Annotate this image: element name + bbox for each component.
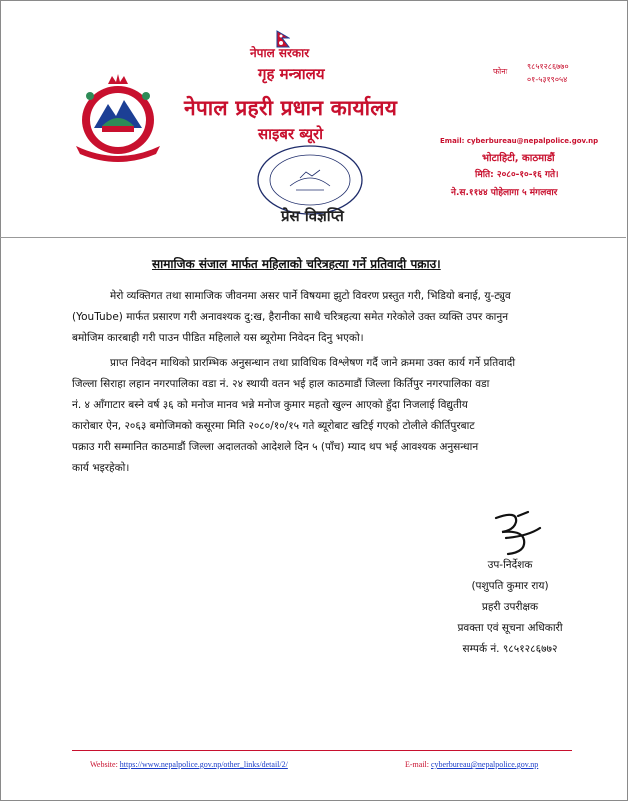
nepal-sambat-date: ने.स.११४४ पोहेलागा ५ मंगलवार — [451, 188, 558, 198]
headline: सामाजिक संजाल मार्फत महिलाको चरित्रहत्या गर्ने प्रतिवादी पक्राउ। — [152, 257, 441, 271]
paragraph-1 — [72, 286, 580, 349]
signatory-designation: उप-निर्देशक — [487, 559, 533, 571]
website-label: Website: — [90, 760, 118, 769]
paragraph-2 — [72, 353, 580, 479]
paragraph-2-line: कारोबार ऐन, २०६३ बमोजिमको कसूरमा मिति २०८०/१०/१५ गते ब्यूरोबाट खटिई गएको टोलीले कीर्तिपुरबाट — [72, 420, 475, 432]
signatory-contact: सम्पर्क नं. ९८५१२८६७७२ — [462, 643, 558, 655]
email-label: E-mail: — [405, 760, 429, 769]
office-address: भोटाहिटी, काठमाडौं — [482, 153, 555, 164]
signatory-rank: प्रहरी उपरीक्षक — [481, 601, 539, 613]
paragraph-2-line: कार्य भइरहेको। — [72, 462, 130, 474]
phone-number-1: ९८५१२८६७७० — [527, 62, 569, 71]
signatory-name: (पशुपति कुमार राय) — [471, 580, 549, 592]
website-link[interactable]: https://www.nepalpolice.gov.np/other_links/detail/2/ — [119, 760, 288, 769]
paragraph-2-line: नं. ४ आँगाटार बस्ने वर्ष ३६ को मनोज मानव भन्ने मनोज कुमार महतो खुल्न आएको हुँदा निजलाई विद्युतीय — [72, 399, 468, 411]
phone-number-2: ०१-५३१९०५४ — [527, 75, 568, 84]
email-link[interactable]: cyberbureau@nepalpolice.gov.np — [431, 760, 539, 769]
issue-date: मिति: २०८०-१०-१६ गते। — [475, 170, 559, 180]
paragraph-2-line: पक्राउ गरी सम्मानित काठमाडौं जिल्ला अदालतको आदेशले दिन ५ (पाँच) म्याद थप भई आवश्यक अनुसन्धान — [72, 441, 479, 453]
government-label: नेपाल सरकार — [250, 46, 310, 60]
signatory-role: प्रवक्ता एवं सूचना अधिकारी — [457, 622, 563, 634]
header-email: Email: cyberbureau@nepalpolice.gov.np — [440, 137, 599, 145]
paragraph-1-line: मेरो व्यक्तिगत तथा सामाजिक जीवनमा असर पार्ने विषयमा झुटो विवरण प्रस्तुत गरी, भिडियो बनाई, यु-ट्युव — [110, 290, 511, 302]
signature-mark — [488, 508, 548, 558]
nepal-emblem — [68, 70, 168, 164]
signature-block — [430, 555, 590, 660]
footer-website — [90, 760, 288, 769]
document-title: प्रेस विज्ञप्ति — [281, 207, 344, 225]
footer-email — [405, 760, 538, 769]
footer-divider — [72, 750, 572, 751]
paragraph-1-line: (YouTube) मार्फत प्रसारण गरी अनावश्यक दु:ख, हैरानीका साथै चरित्रहत्या समेत गरेकोले उक्त व्यक्ति उपर कानुन — [72, 311, 509, 323]
ministry-label: गृह मन्त्रालय — [258, 65, 325, 83]
phone-label: फोनः — [493, 67, 508, 76]
header-divider — [0, 237, 626, 238]
bureau-name: साइबर ब्यूरो — [258, 125, 324, 143]
paragraph-1-line: बमोजिम कारबाही गरी पाउन पीडित महिलाले यस ब्यूरोमा निवेदन दिनु भएको। — [72, 332, 364, 344]
paragraph-2-line: प्राप्त निवेदन माथिको प्रारम्भिक अनुसन्धान तथा प्राविधिक विश्लेषण गर्दै जाने क्रममा उक्त कार्य गर्ने प्रतिवादी — [110, 357, 516, 369]
paragraph-2-line: जिल्ला सिराहा लहान नगरपालिका वडा नं. २४ स्थायी वतन भई हाल काठमाडौं जिल्ला किर्तिपुर नगरपालिका वडा — [72, 378, 490, 390]
office-name: नेपाल प्रहरी प्रधान कार्यालय — [184, 96, 398, 120]
